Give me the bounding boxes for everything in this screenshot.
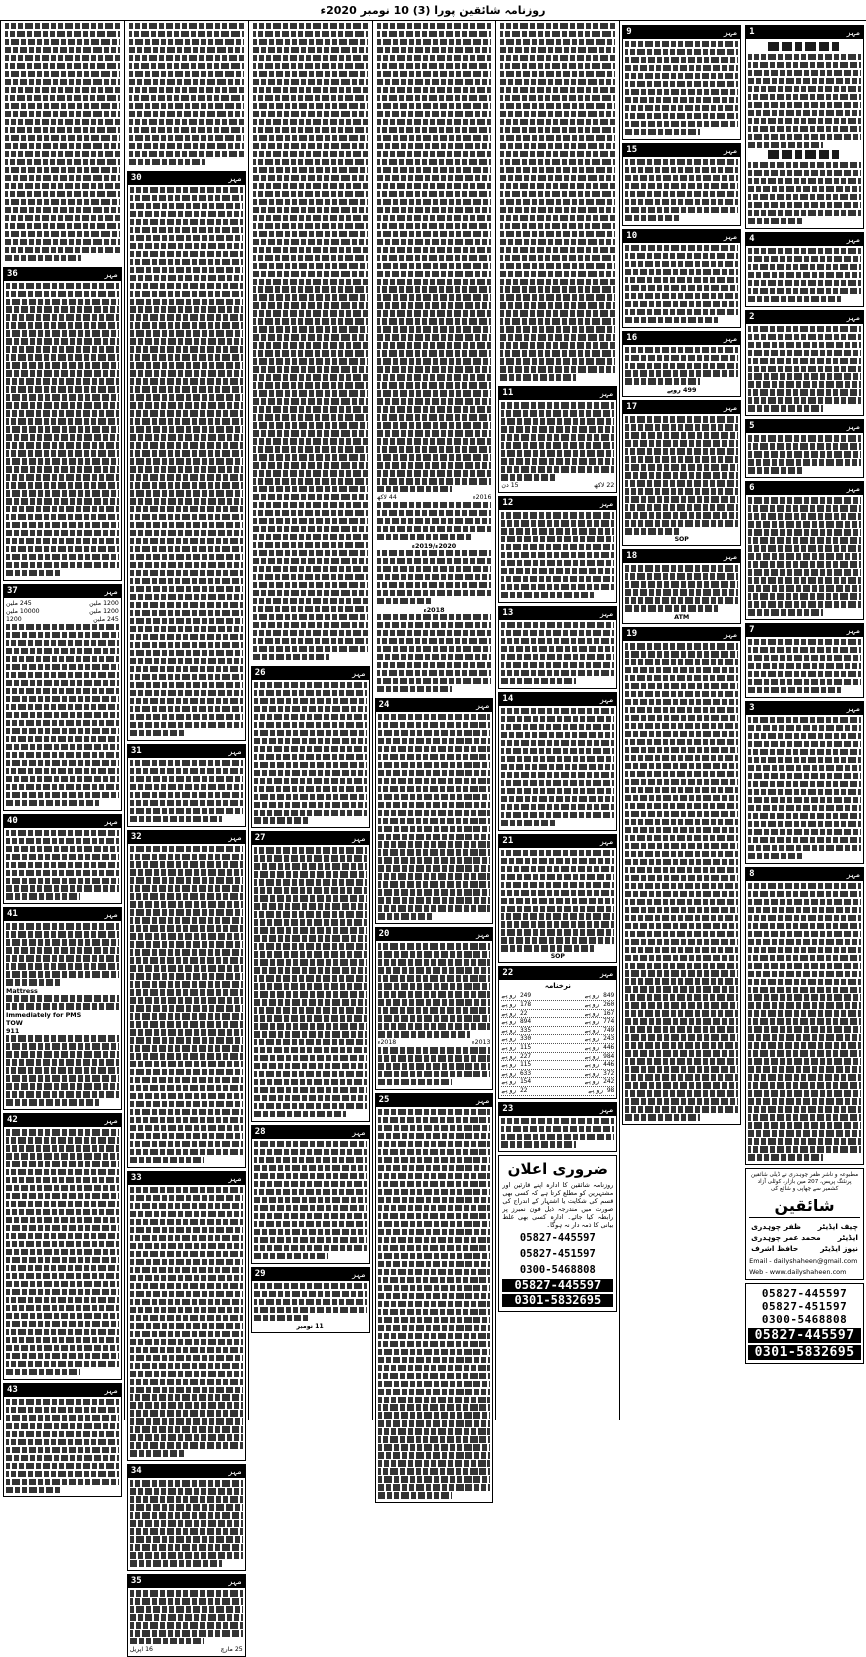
amount-value-6: 1200 — [5, 615, 22, 623]
ad-header — [746, 233, 863, 246]
ad-block[interactable] — [745, 25, 864, 229]
ad-number: 36 — [6, 268, 18, 279]
ad-number: 42 — [6, 1115, 18, 1126]
seal-stamp: مہر — [846, 869, 860, 879]
ad-header — [746, 868, 863, 881]
ad-body — [746, 715, 863, 863]
ad-header — [746, 311, 863, 324]
ad-block[interactable] — [3, 1113, 122, 1380]
ad-block[interactable] — [3, 267, 122, 581]
ad-header — [746, 624, 863, 637]
ad-block[interactable] — [498, 834, 617, 964]
rate-a: 167 روپے — [584, 1009, 615, 1017]
seal-stamp: مہر — [228, 832, 242, 842]
ad-number: 1 — [749, 27, 755, 37]
ad-body — [746, 39, 863, 228]
table-row — [501, 1087, 614, 1096]
ad-number: 23 — [502, 1103, 514, 1114]
seal-stamp: مہر — [599, 969, 614, 979]
ad-number: 9 — [626, 27, 632, 37]
notice-phone[interactable]: 0300-5468808 — [519, 1264, 596, 1277]
amount-row — [6, 616, 119, 624]
seal-stamp: مہر — [476, 1096, 490, 1106]
ad-number: 25 — [378, 1095, 390, 1106]
year-row — [377, 494, 492, 502]
seal-stamp: مہر — [846, 626, 860, 636]
english-text: Mattress — [5, 987, 38, 996]
ad-block[interactable] — [127, 1171, 246, 1461]
seal-stamp: مہر — [352, 834, 366, 844]
ad-block[interactable] — [745, 701, 864, 864]
ad-header — [746, 26, 863, 39]
seal-stamp: مہر — [723, 145, 738, 155]
seal-stamp: مہر — [228, 1173, 242, 1183]
year-value: 2018ء — [423, 605, 445, 614]
seal-stamp: مہر — [104, 586, 118, 596]
rate-table-title: نرخنامہ — [544, 982, 571, 991]
ad-header — [746, 702, 863, 715]
english-text: TOW — [5, 1019, 23, 1028]
phone-number-highlight[interactable]: 05827-445597 — [748, 1328, 861, 1343]
year-row — [378, 1039, 491, 1047]
amount-value: 1200 ملین — [89, 599, 119, 607]
imprint-name: محمد عمر چوہدری — [751, 1233, 821, 1243]
email-text[interactable]: Email - dailyshaheen@gmail.com — [749, 1257, 858, 1266]
ad-block[interactable] — [251, 666, 370, 829]
rate-a: 243 روپے — [584, 1035, 615, 1043]
ad-number: 12 — [502, 498, 514, 509]
ad-block[interactable] — [745, 232, 864, 307]
date-row — [130, 1646, 243, 1654]
seal-stamp: مہر — [723, 552, 738, 562]
ad-number: 26 — [254, 667, 266, 678]
amount-value: 22 لاکھ — [594, 482, 615, 490]
ad-number: 17 — [626, 402, 638, 413]
website-text[interactable]: Web - www.dailyshaheen.com — [749, 1268, 847, 1277]
ad-number: 31 — [130, 745, 142, 756]
column-7 — [0, 21, 124, 1420]
ad-block[interactable] — [745, 623, 864, 698]
ad-number: 35 — [130, 1576, 142, 1587]
seal-stamp: مہر — [476, 700, 490, 710]
ad-body — [746, 433, 863, 477]
table-row — [501, 992, 614, 1001]
ad-number: 29 — [254, 1268, 266, 1279]
masthead-title: روزنامہ شائقین پورا (3) 10 نومبر 2020ء — [320, 3, 546, 17]
rate-a: 372 روپے — [584, 1069, 615, 1077]
publisher-address: مطبوعہ و ناشر ظفر چوہدری نے ڈیلی شائقین پرنٹنگ پریس، 207 مین بازار، کوٹلی آزاد کشمیر سے چھاپی و شائع کی — [751, 1172, 859, 1193]
table-row — [501, 1061, 614, 1070]
ad-block[interactable] — [251, 1125, 370, 1264]
table-row — [501, 1010, 614, 1019]
table-row — [501, 1018, 614, 1027]
ad-block[interactable] — [745, 481, 864, 620]
ad-number: 20 — [378, 929, 390, 940]
ad-block-rate-table[interactable] — [498, 966, 617, 1098]
rate-a: 774 روپے — [584, 1018, 615, 1026]
amount-value-2: 245 ملین — [5, 599, 32, 607]
rate-b: 178 روپے — [501, 1001, 532, 1008]
rate-a: 260 روپے — [584, 1001, 615, 1008]
column-1 — [743, 21, 866, 1420]
seal-stamp: مہر — [723, 231, 738, 241]
year-value: 2013ء — [471, 1039, 491, 1047]
phone-number[interactable]: 0300-5468808 — [761, 1313, 848, 1327]
ad-number: 10 — [626, 230, 638, 241]
rate-b: 330 روپے — [501, 1035, 532, 1043]
seal-stamp: مہر — [723, 28, 738, 37]
amount-value-3: 1200 ملین — [89, 607, 119, 615]
amount-row — [6, 608, 119, 616]
ad-number: 32 — [130, 831, 142, 842]
amount-value: 499 روپے — [667, 386, 697, 395]
ad-number: 27 — [254, 833, 266, 844]
table-row — [501, 1027, 614, 1036]
notice-phone[interactable]: 05827-451597 — [519, 1248, 596, 1261]
ad-number: 8 — [749, 868, 755, 879]
table-row — [501, 1078, 614, 1087]
seal-stamp: مہر — [723, 333, 738, 343]
masthead — [0, 0, 866, 21]
column-2 — [619, 21, 743, 1420]
rate-a: 446 روپے — [584, 1061, 615, 1069]
seal-stamp: مہر — [476, 930, 490, 940]
notice-phone-highlight[interactable]: 05827-445597 — [502, 1279, 613, 1292]
ad-body — [746, 324, 863, 416]
ad-number: 37 — [6, 585, 18, 596]
ad-block[interactable] — [622, 549, 741, 624]
ad-block[interactable] — [745, 419, 864, 478]
ad-block[interactable] — [622, 627, 741, 1125]
amount-value-5: 245 ملین — [93, 615, 119, 623]
ad-number: 2 — [749, 311, 755, 322]
imprint-role: نیوز ایڈیٹر — [820, 1244, 858, 1254]
amount-value: 44 لاکھ — [376, 494, 397, 502]
ad-block[interactable] — [375, 927, 494, 1090]
ad-number: 40 — [6, 815, 18, 826]
phone-number-highlight-2[interactable]: 0301-5832695 — [748, 1345, 861, 1360]
ad-number: 22 — [502, 968, 514, 979]
imprint-name: حافظ اشرف — [751, 1244, 799, 1254]
year-value-2: 2018ء — [377, 1039, 397, 1047]
seal-stamp: مہر — [228, 1467, 242, 1477]
seal-stamp: مہر — [104, 269, 118, 279]
ad-number: 19 — [626, 629, 638, 640]
ad-body — [746, 637, 863, 697]
rate-a: 242 روپے — [584, 1078, 615, 1086]
ad-number: 15 — [626, 144, 638, 155]
ad-number: 16 — [626, 332, 638, 343]
atm-label: ATM — [674, 613, 690, 622]
table-row — [501, 1035, 614, 1044]
imprint-role: ایڈیٹر — [837, 1233, 858, 1243]
ad-header — [746, 420, 863, 433]
seal-stamp: مہر — [599, 389, 614, 399]
table-row — [501, 1044, 614, 1053]
rate-b: 22 روپے — [501, 1009, 528, 1017]
paper-logo: شائقین — [749, 1196, 860, 1218]
column-6 — [124, 21, 248, 1654]
ad-number: 18 — [626, 551, 638, 562]
ad-number: 5 — [749, 421, 755, 432]
duration-value: 15 دن — [501, 482, 519, 490]
ad-block[interactable] — [127, 1464, 246, 1571]
date-value-2: 16 اپریل — [129, 1646, 153, 1654]
seal-stamp: مہر — [846, 234, 860, 244]
date-value: 11 نومبر — [296, 1322, 324, 1330]
ad-block[interactable] — [375, 1093, 494, 1503]
english-text: 911 — [5, 1027, 20, 1036]
rate-b: 633 روپے — [501, 1069, 532, 1077]
ad-body — [746, 495, 863, 619]
contact-phone-box — [745, 1283, 864, 1364]
sop-label: SOP — [674, 536, 689, 544]
ad-number: 41 — [6, 909, 18, 920]
rate-b: 22 روپے — [501, 1086, 528, 1094]
ad-block[interactable] — [622, 229, 741, 328]
seal-stamp: مہر — [599, 1104, 614, 1114]
ad-block[interactable] — [622, 25, 741, 140]
ad-block[interactable] — [127, 830, 246, 1168]
seal-stamp: مہر — [599, 836, 614, 846]
rate-b: 249 روپے — [501, 992, 532, 1000]
ad-number: 3 — [749, 702, 755, 713]
ad-block[interactable] — [498, 1102, 617, 1153]
seal-stamp: مہر — [599, 694, 614, 704]
seal-stamp: مہر — [228, 746, 242, 756]
imprint-role: چیف ایڈیٹر — [817, 1222, 858, 1232]
ad-header — [746, 482, 863, 495]
seal-stamp: مہر — [846, 484, 860, 494]
rate-a: 98 روپے — [588, 1086, 615, 1094]
ad-block[interactable] — [3, 1383, 122, 1498]
rate-b: 227 روپے — [501, 1052, 532, 1060]
notice-phone[interactable]: 05827-445597 — [519, 1232, 596, 1245]
seal-stamp: مہر — [846, 703, 860, 713]
rate-a: 446 روپے — [584, 1043, 615, 1051]
seal-stamp: مہر — [723, 630, 738, 640]
rate-b: 335 روپے — [501, 1026, 532, 1034]
rate-a: 849 روپے — [584, 992, 615, 1000]
ad-number: 33 — [130, 1172, 142, 1183]
ad-block[interactable] — [622, 143, 741, 226]
ad-block[interactable] — [3, 814, 122, 905]
seal-stamp: مہر — [352, 1127, 366, 1137]
imprint-row — [749, 1221, 860, 1232]
date-value: 25 مارچ — [220, 1646, 243, 1654]
table-row — [501, 1001, 614, 1010]
ad-block[interactable] — [498, 496, 617, 603]
ad-block[interactable] — [498, 606, 617, 689]
imprint-box — [745, 1168, 864, 1280]
notice-body: روزنامہ شائقین کا ادارہ اپنے قارئین اور مشتہرین کو مطلع کرتا ہے کہ کسی بھی قسم کی شکایت یا اشتہار کے اندراج کی صورت میں مندرجہ ذیل فون نمبرز پر رابطہ کیا جائے۔ ادارہ کسی بھی غلط بیانی کا ذمہ دار نہ ہوگا۔ — [502, 1181, 614, 1230]
amount-row — [6, 600, 119, 608]
ad-number: 34 — [130, 1466, 142, 1477]
ad-block[interactable] — [127, 1574, 246, 1657]
ad-block[interactable] — [498, 692, 617, 831]
ad-body — [746, 881, 863, 1164]
phone-number[interactable]: 05827-451597 — [761, 1300, 848, 1314]
ad-body — [746, 246, 863, 306]
ad-number: 28 — [254, 1126, 266, 1137]
ad-number: 24 — [378, 699, 390, 710]
ad-block[interactable] — [498, 386, 617, 493]
column-3 — [495, 21, 619, 1420]
seal-stamp: مہر — [352, 1269, 366, 1279]
rate-b: 154 روپے — [501, 1078, 532, 1086]
ad-number: 30 — [130, 172, 142, 183]
notice-title: ضروری اعلان — [507, 1160, 609, 1179]
seal-stamp: مہر — [846, 28, 860, 37]
ad-block[interactable] — [375, 698, 494, 925]
imprint-name: ظفر چوہدری — [751, 1222, 801, 1232]
ad-block[interactable] — [3, 907, 122, 1110]
ad-block[interactable] — [622, 400, 741, 546]
table-row — [501, 1053, 614, 1062]
imprint-row — [749, 1232, 860, 1243]
ad-block[interactable] — [251, 831, 370, 1121]
fiscal-year: 2020ء/2019ء — [411, 542, 457, 550]
seal-stamp: مہر — [846, 312, 860, 322]
seal-stamp: مہر — [228, 1577, 242, 1587]
ad-number: 14 — [502, 693, 514, 704]
imprint-row — [749, 1243, 860, 1254]
seal-stamp: مہر — [846, 422, 860, 432]
ad-block[interactable] — [622, 331, 741, 398]
seal-stamp: مہر — [104, 1385, 118, 1395]
ad-number: 43 — [6, 1384, 18, 1395]
ad-block[interactable] — [251, 1267, 370, 1333]
seal-stamp: مہر — [104, 1116, 118, 1126]
rate-b: 115 روپے — [501, 1061, 532, 1069]
ad-block[interactable] — [745, 310, 864, 417]
rate-a: 984 روپے — [584, 1052, 615, 1060]
ad-number: 11 — [502, 388, 514, 399]
rate-a: 749 روپے — [584, 1026, 615, 1034]
seal-stamp: مہر — [352, 668, 366, 678]
rate-b: 115 روپے — [501, 1043, 532, 1051]
ad-number: 21 — [502, 835, 514, 846]
column-4 — [372, 21, 496, 1420]
ad-block[interactable] — [3, 584, 122, 811]
notice-phone-highlight-2[interactable]: 0301-5832695 — [502, 1294, 613, 1307]
seal-stamp: مہر — [228, 173, 242, 183]
sop-label: SOP — [550, 953, 565, 961]
table-row — [501, 1070, 614, 1079]
rate-b: 894 روپے — [501, 1018, 532, 1026]
phone-number[interactable]: 05827-445597 — [761, 1287, 848, 1301]
seal-stamp: مہر — [599, 608, 614, 618]
ad-title-art — [768, 42, 840, 51]
seal-stamp: مہر — [104, 910, 118, 920]
important-notice — [498, 1155, 617, 1312]
seal-stamp: مہر — [104, 816, 118, 826]
amount-row — [501, 482, 614, 490]
english-text: Immediately for PMS — [5, 1011, 82, 1020]
year-value: 2016ء — [472, 494, 492, 502]
ad-number: 4 — [749, 233, 755, 244]
ad-number: 7 — [749, 625, 755, 636]
ad-number: 6 — [749, 483, 755, 494]
seal-stamp: مہر — [723, 403, 738, 413]
ad-block[interactable] — [127, 744, 246, 827]
ad-block[interactable] — [745, 867, 864, 1165]
amount-value-4: 10000 ملین — [5, 607, 40, 615]
ad-block[interactable] — [127, 171, 246, 741]
rate-table — [501, 992, 614, 1095]
column-grid — [0, 21, 866, 1654]
column-5 — [248, 21, 372, 1420]
ad-number: 13 — [502, 607, 514, 618]
seal-stamp: مہر — [599, 499, 614, 509]
